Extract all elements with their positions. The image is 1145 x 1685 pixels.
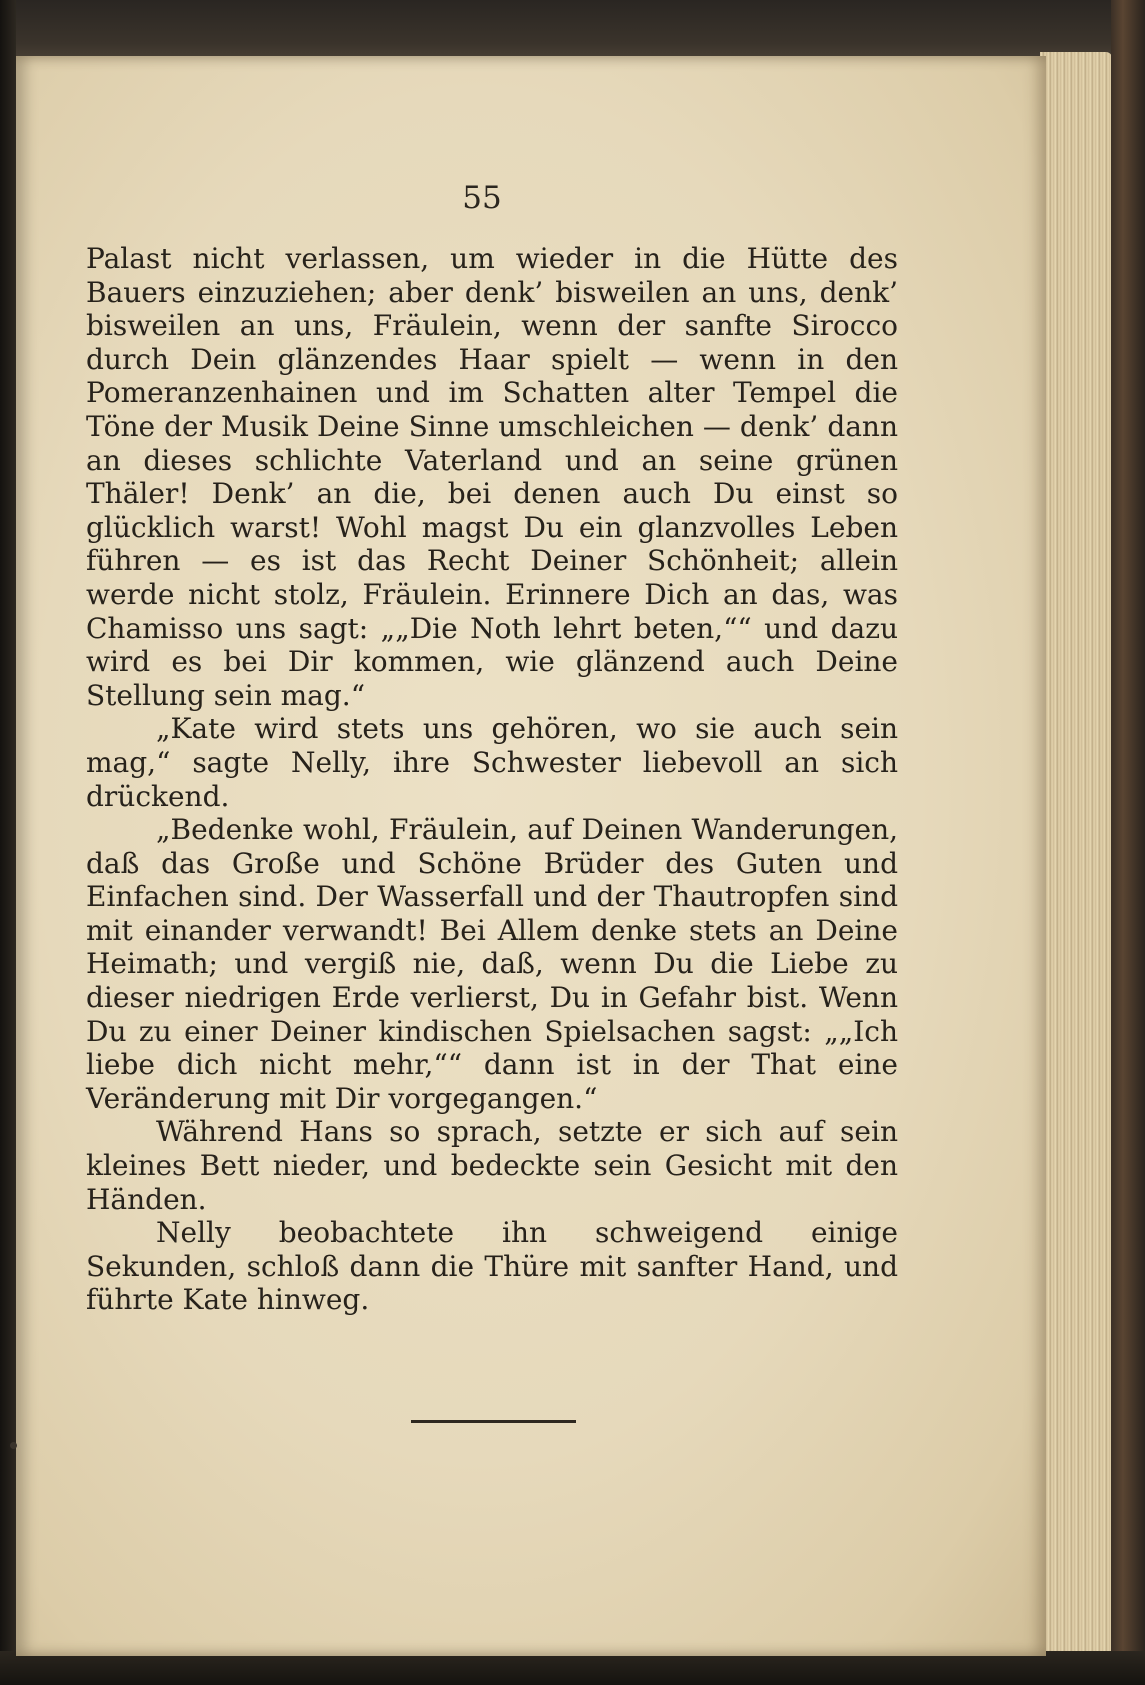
paragraph-continuation: Palast nicht verlassen, um wieder in die Hütte des Bauers einzuziehen; aber denk’ bisweilen an uns, denk’ bisweilen an uns, Fräulein, wenn der sanfte Sirocco durch Dein glänzendes Haar spielt — wenn in den Pomeranzenhainen und im Schatten alter Tempel die Töne der Musik Deine Sinne umschleichen — denk’ dann an dieses schlichte Vaterland und an seine grünen Thäler! Denk’ an die, bei denen auch Du einst so glücklich warst! Wohl magst Du ein glanzvolles Leben führen — es ist das Recht Deiner Schönheit; allein werde nicht stolz, Fräulein. Erinnere Dich an das, was Chamisso uns sagt: „„Die Noth lehrt beten,““ und dazu wird es bei Dir kommen, wie glänzend auch Deine Stellung sein mag.“	[86, 242, 898, 712]
end-of-chapter-rule	[411, 1420, 576, 1423]
book-cover-right-edge	[1111, 0, 1145, 1685]
page-number: 55	[462, 180, 502, 216]
paragraph-hans-advice: „Bedenke wohl, Fräulein, auf Deinen Wanderungen, daß das Große und Schöne Brüder des Guten und Einfachen sind. Der Wasserfall und der Thautropfen sind mit einander verwandt! Bei Allem denke stets an Deine Heimath; und vergiß nie, daß, wenn Du die Liebe zu dieser niedrigen Erde verlierst, Du in Gefahr bist. Wenn Du zu einer Deiner kindischen Spielsachen sagst: „„Ich liebe dich nicht mehr,““ dann ist in der That eine Veränderung mit Dir vorgegangen.“	[86, 813, 898, 1115]
page-block-edges	[1040, 52, 1112, 1662]
book-cover-bottom-edge	[0, 1651, 1145, 1685]
paragraph-nelly-reply: „Kate wird stets uns gehören, wo sie auch sein mag,“ sagte Nelly, ihre Schwester liebevoll an sich drückend.	[86, 712, 898, 813]
paragraph-hans-sits: Während Hans so sprach, setzte er sich auf sein kleines Bett nieder, und bedeckte sein Gesicht mit den Händen.	[86, 1115, 898, 1216]
paragraph-nelly-leaves: Nelly beobachtete ihn schweigend einige Sekunden, schloß dann die Thüre mit sanfter Hand, und führte Kate hinweg.	[86, 1216, 898, 1317]
book-spine-edge	[0, 0, 16, 1685]
page-body-text	[86, 242, 898, 1317]
book-cover-top-edge	[0, 0, 1145, 62]
book-page	[16, 56, 1046, 1656]
spine-blemish	[10, 1442, 17, 1449]
